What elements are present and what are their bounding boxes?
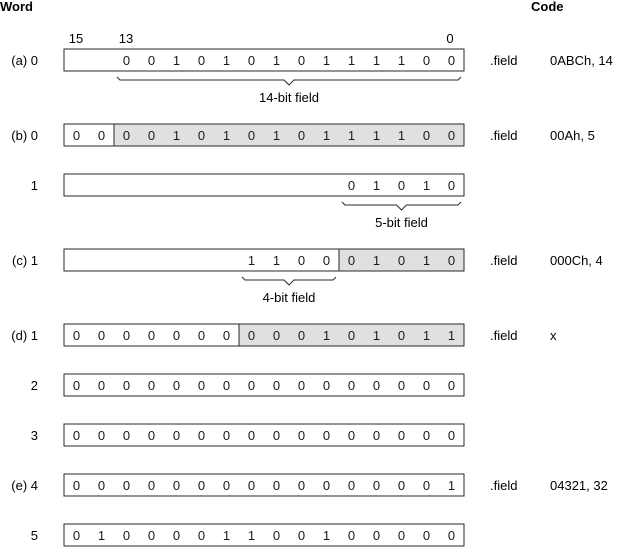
bit-value: 0 bbox=[347, 428, 356, 443]
bit-value: 0 bbox=[122, 528, 131, 543]
word-label: 2 bbox=[30, 378, 38, 393]
word-label: (c) 1 bbox=[12, 253, 38, 268]
bit-value: 1 bbox=[222, 128, 231, 143]
bit-value: 1 bbox=[172, 128, 181, 143]
word-row bbox=[11, 474, 608, 496]
word-row bbox=[12, 249, 603, 271]
bit-value: 0 bbox=[222, 428, 231, 443]
bit-value: 0 bbox=[147, 528, 156, 543]
directive-text: .field bbox=[490, 478, 518, 493]
field-brace bbox=[342, 202, 461, 210]
bit-value: 0 bbox=[122, 328, 131, 343]
bit-value: 0 bbox=[372, 528, 381, 543]
bit-value: 0 bbox=[297, 428, 306, 443]
directive-text: .field bbox=[490, 253, 518, 268]
code-header: Code bbox=[531, 0, 564, 14]
bit-value: 0 bbox=[122, 128, 131, 143]
bit-value: 0 bbox=[397, 178, 406, 193]
bit-value: 0 bbox=[372, 428, 381, 443]
bit-value: 0 bbox=[72, 378, 81, 393]
bit-value: 1 bbox=[222, 528, 231, 543]
bit-value: 0 bbox=[272, 328, 281, 343]
bit-value: 1 bbox=[322, 53, 331, 68]
bit-value: 1 bbox=[347, 128, 356, 143]
operand-text: 00Ah, 5 bbox=[550, 128, 595, 143]
word-label: (b) 0 bbox=[11, 128, 38, 143]
bit-marker-0: 0 bbox=[446, 31, 454, 46]
bit-value: 0 bbox=[347, 478, 356, 493]
bit-value: 0 bbox=[347, 378, 356, 393]
word-label: 3 bbox=[30, 428, 38, 443]
directive-text: .field bbox=[490, 53, 518, 68]
word-label: (a) 0 bbox=[11, 53, 38, 68]
bit-value: 0 bbox=[122, 428, 131, 443]
operand-text: 04321, 32 bbox=[550, 478, 608, 493]
operand-text: 000Ch, 4 bbox=[550, 253, 603, 268]
bit-value: 0 bbox=[322, 428, 331, 443]
bit-value: 1 bbox=[422, 253, 431, 268]
bit-value: 0 bbox=[197, 53, 206, 68]
bit-value: 1 bbox=[372, 128, 381, 143]
bit-value: 1 bbox=[372, 253, 381, 268]
bit-value: 1 bbox=[247, 253, 256, 268]
bit-value: 0 bbox=[147, 128, 156, 143]
bit-value: 0 bbox=[197, 428, 206, 443]
bit-value: 1 bbox=[372, 328, 381, 343]
bit-value: 0 bbox=[72, 328, 81, 343]
bit-value: 0 bbox=[297, 528, 306, 543]
bit-value: 0 bbox=[197, 378, 206, 393]
bit-value: 0 bbox=[222, 378, 231, 393]
bit-value: 0 bbox=[272, 378, 281, 393]
bit-value: 1 bbox=[272, 253, 281, 268]
bit-value: 0 bbox=[97, 428, 106, 443]
bit-value: 0 bbox=[347, 253, 356, 268]
bit-value: 0 bbox=[97, 378, 106, 393]
bit-value: 0 bbox=[297, 253, 306, 268]
bit-value: 0 bbox=[197, 328, 206, 343]
bit-value: 0 bbox=[97, 328, 106, 343]
directive-text: .field bbox=[490, 128, 518, 143]
bit-value: 0 bbox=[97, 478, 106, 493]
bit-value: 0 bbox=[172, 378, 181, 393]
bit-value: 0 bbox=[272, 428, 281, 443]
bit-value: 1 bbox=[172, 53, 181, 68]
word-label: 5 bbox=[30, 528, 38, 543]
bit-value: 0 bbox=[447, 253, 456, 268]
bit-value: 0 bbox=[447, 178, 456, 193]
bit-value: 0 bbox=[322, 378, 331, 393]
bit-value: 0 bbox=[147, 328, 156, 343]
bit-value: 0 bbox=[172, 478, 181, 493]
field-width-label: 4-bit field bbox=[262, 290, 316, 305]
bit-value: 0 bbox=[347, 328, 356, 343]
bit-value: 0 bbox=[447, 528, 456, 543]
bit-value: 0 bbox=[72, 128, 81, 143]
bit-value: 0 bbox=[372, 478, 381, 493]
word-label: (d) 1 bbox=[11, 328, 38, 343]
bit-value: 0 bbox=[197, 128, 206, 143]
bit-value: 0 bbox=[247, 478, 256, 493]
bit-value: 0 bbox=[347, 178, 356, 193]
bit-value: 0 bbox=[147, 378, 156, 393]
word-row bbox=[31, 524, 464, 546]
bit-value: 1 bbox=[222, 53, 231, 68]
word-row bbox=[11, 124, 595, 146]
bit-value: 0 bbox=[422, 528, 431, 543]
bit-value: 0 bbox=[397, 478, 406, 493]
bit-value: 0 bbox=[297, 53, 306, 68]
bit-value: 0 bbox=[447, 128, 456, 143]
bit-value: 0 bbox=[247, 328, 256, 343]
bit-value: 0 bbox=[272, 478, 281, 493]
bit-value: 0 bbox=[297, 378, 306, 393]
bit-value: 0 bbox=[222, 478, 231, 493]
bit-value: 0 bbox=[247, 128, 256, 143]
bit-value: 1 bbox=[272, 128, 281, 143]
bit-value: 0 bbox=[297, 328, 306, 343]
bit-value: 0 bbox=[197, 478, 206, 493]
bit-value: 1 bbox=[372, 53, 381, 68]
word-row bbox=[11, 324, 557, 346]
word-row bbox=[31, 174, 464, 196]
word-row bbox=[31, 424, 464, 446]
operand-text: 0ABCh, 14 bbox=[550, 53, 613, 68]
bit-value: 0 bbox=[172, 528, 181, 543]
bit-value: 1 bbox=[397, 128, 406, 143]
bit-value: 0 bbox=[147, 478, 156, 493]
word-label: 1 bbox=[30, 178, 38, 193]
bit-value: 0 bbox=[97, 128, 106, 143]
bit-value: 0 bbox=[172, 328, 181, 343]
bit-value: 0 bbox=[422, 128, 431, 143]
bit-value: 0 bbox=[272, 528, 281, 543]
bit-value: 1 bbox=[97, 528, 106, 543]
operand-text: x bbox=[550, 328, 557, 343]
bit-value: 0 bbox=[397, 328, 406, 343]
bit-value: 1 bbox=[347, 53, 356, 68]
bit-value: 0 bbox=[247, 378, 256, 393]
bit-value: 0 bbox=[72, 428, 81, 443]
bit-value: 0 bbox=[397, 253, 406, 268]
bit-value: 0 bbox=[122, 53, 131, 68]
bit-value: 1 bbox=[322, 328, 331, 343]
bit-value: 0 bbox=[397, 378, 406, 393]
bit-value: 0 bbox=[172, 428, 181, 443]
bit-value: 0 bbox=[72, 528, 81, 543]
word-label: (e) 4 bbox=[11, 478, 38, 493]
bit-value: 0 bbox=[447, 378, 456, 393]
bit-value: 0 bbox=[447, 53, 456, 68]
bit-value: 1 bbox=[422, 328, 431, 343]
bit-value: 0 bbox=[197, 528, 206, 543]
bit-value: 0 bbox=[247, 428, 256, 443]
bit-value: 0 bbox=[397, 428, 406, 443]
bit-value: 1 bbox=[397, 53, 406, 68]
bit-marker-13: 13 bbox=[118, 31, 134, 46]
bit-value: 0 bbox=[447, 428, 456, 443]
bit-value: 0 bbox=[147, 428, 156, 443]
field-highlight bbox=[114, 124, 464, 146]
bit-value: 0 bbox=[422, 428, 431, 443]
bit-value: 1 bbox=[422, 178, 431, 193]
field-width-label: 14-bit field bbox=[259, 90, 319, 105]
word-row bbox=[11, 49, 613, 71]
bit-value: 1 bbox=[247, 528, 256, 543]
bit-value: 0 bbox=[422, 53, 431, 68]
bit-value: 1 bbox=[322, 528, 331, 543]
bit-value: 0 bbox=[422, 378, 431, 393]
bit-value: 0 bbox=[397, 528, 406, 543]
bit-value: 0 bbox=[297, 128, 306, 143]
bit-value: 0 bbox=[72, 478, 81, 493]
bit-value: 0 bbox=[297, 478, 306, 493]
word-row bbox=[31, 374, 464, 396]
bit-value: 0 bbox=[222, 328, 231, 343]
field-brace bbox=[117, 77, 461, 85]
bit-value: 1 bbox=[447, 478, 456, 493]
word-header: Word bbox=[0, 0, 33, 14]
bit-value: 0 bbox=[372, 378, 381, 393]
bit-value: 0 bbox=[147, 53, 156, 68]
bit-value: 0 bbox=[322, 253, 331, 268]
bit-value: 1 bbox=[272, 53, 281, 68]
bit-marker-15: 15 bbox=[68, 31, 84, 46]
bit-value: 1 bbox=[322, 128, 331, 143]
bit-value: 0 bbox=[422, 478, 431, 493]
directive-text: .field bbox=[490, 328, 518, 343]
bit-value: 1 bbox=[372, 178, 381, 193]
field-width-label: 5-bit field bbox=[375, 215, 428, 230]
bit-value: 0 bbox=[122, 478, 131, 493]
bit-value: 0 bbox=[122, 378, 131, 393]
bit-value: 1 bbox=[447, 328, 456, 343]
field-brace bbox=[242, 277, 336, 285]
bit-value: 0 bbox=[347, 528, 356, 543]
bit-value: 0 bbox=[322, 478, 331, 493]
bit-value: 0 bbox=[247, 53, 256, 68]
